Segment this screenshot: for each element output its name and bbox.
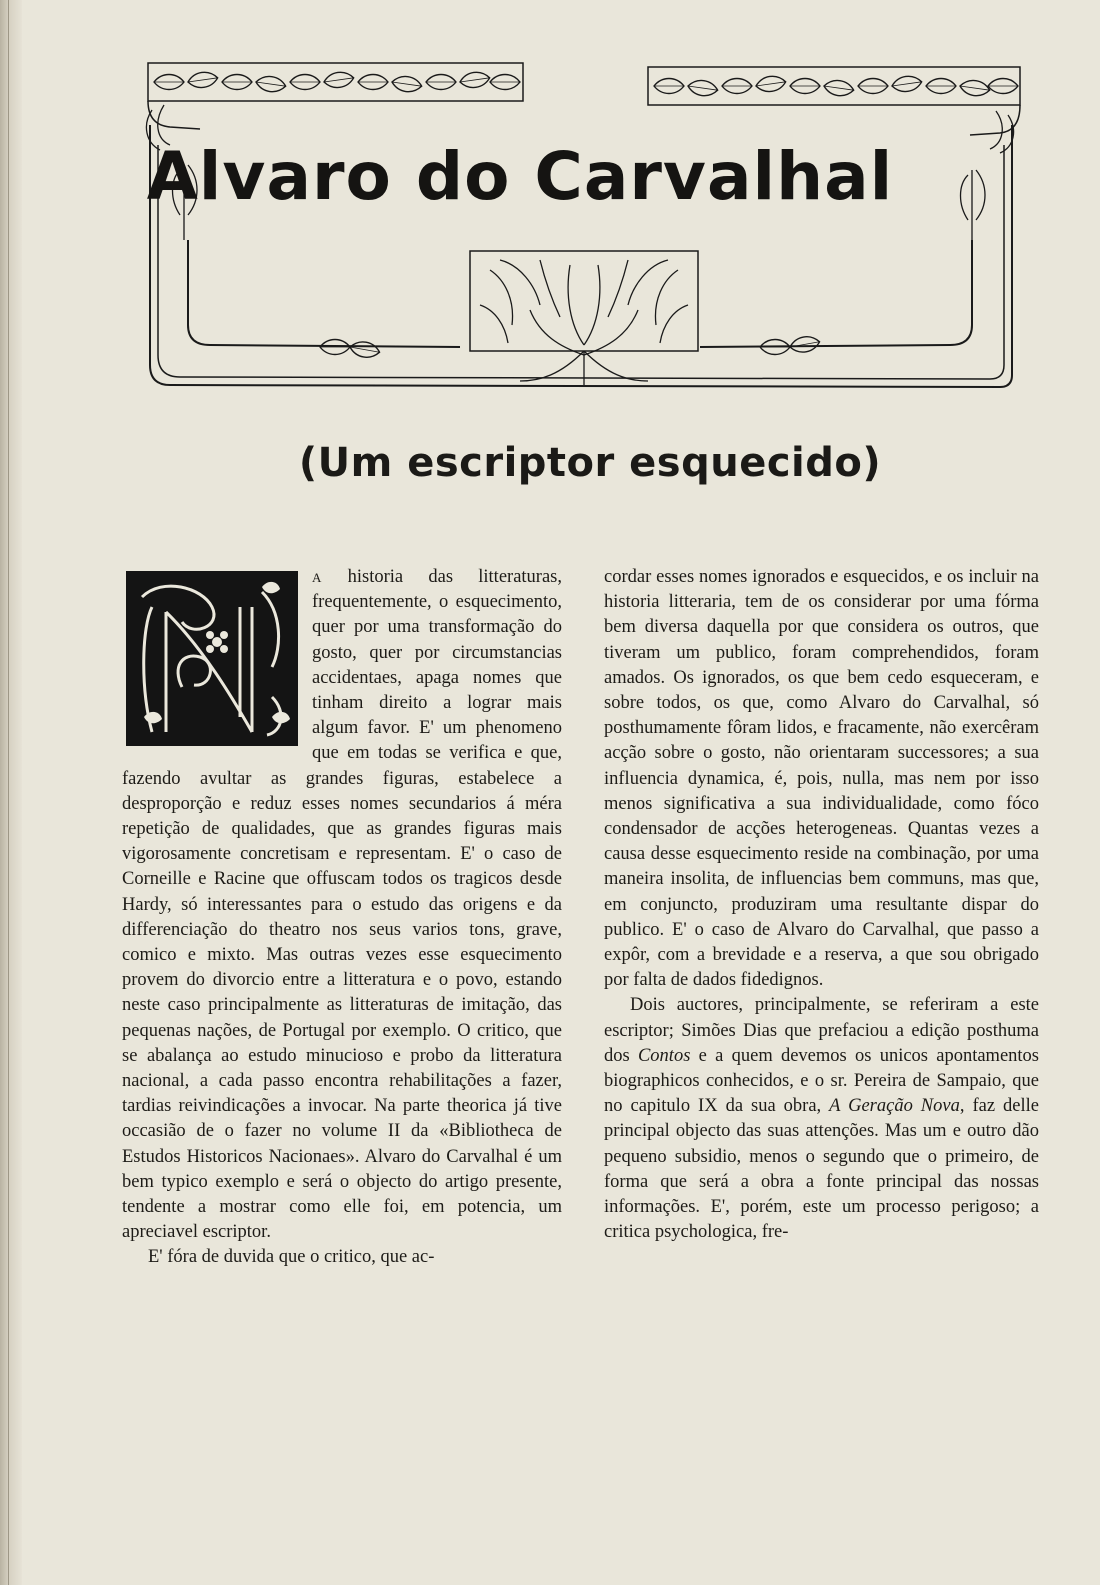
paragraph-text: Dois auctores, principalmente, se referiram a este escriptor; Simões Dias que prefaciou a edição posthuma dos [604, 995, 1039, 1066]
page-edge [0, 0, 22, 1585]
paragraph [604, 993, 1039, 1245]
paragraph-text: historia das litteraturas, frequentemente, o esquecimento, quer por uma transformação do gosto, quer por circumstancias accidentaes, apaga nomes que tinham direito a lograr mais algum favor. E' um phenomeno que em todas se verifica e que, fazendo avultar as grandes figuras, estabelece a desproporção e reduz esses nomes secundarios á méra repetição de qualidades, que as grandes figuras mais vigorosamente concretisam e representam. E' o caso de Corneille e Racine que offuscam todos os tragicos desde Hardy, só interessantes para o estudo das origens e da differenciação do theatro nos seus varios tons, grave, comico e mixto. Mas outras vezes esse esquecimento provem do divorcio entre a litteratura e o povo, estando neste caso principalmente as litteraturas de imitação, das pequenas nações, de Portugal por exemplo. O critico, que se abalança ao estudo minucioso e probo da litteratura nacional, a cada passo encontra rehabilitações a fazer, tardias reivindicações a invocar. Na parte theorica já tive occasião de o fazer no volume II da «Bibliotheca de Estudos Historicos Nacionaes». Alvaro do Carvalhal é um bem typico exemplo e será o objecto do artigo presente, tendente a mostrar como elle foi, em potencia, um apreciavel escriptor. [122, 567, 562, 1243]
title-frame [140, 55, 1040, 400]
article-subtitle: (Um escriptor esquecido) [298, 440, 882, 486]
article-title: Alvaro do Carvalhal [146, 138, 894, 215]
paragraph: cordar esses nomes ignorados e esquecidos, e os incluir na historia litteraria, tem de os considerar por uma fórma bem diversa daquella por que considera os outros, que tiveram um publico, foram comprehendidos, foram amados. Os ignorados, os que bem cedo esqueceram, e sobre todos, os que, como Alvaro do Carvalhal, só posthumamente fôram lidos, e fracamente, não exercêram acção sobre o gosto, não orientaram successores; a sua influencia dynamica, é, pois, nulla, mas nem por isso menos significativa a sua individualidade, como fóco condensador de acções heterogeneas. Quantas vezes a causa desse esquecimento reside na combinação, por uma maneira insolita, de influencias bem communs, mas que, em conjuncto, produziram uma resultante dispar do publico. E' o caso de Alvaro do Carvalhal, que passo a expôr, com a brevidade e a reserva, a que sou obrigado por falta de dados fidedignos. [604, 567, 1039, 991]
right-column [604, 565, 1039, 1245]
book-title: A Geração Nova [829, 1096, 960, 1117]
dropcap-continuation: A [312, 570, 323, 585]
book-title: Contos [637, 1045, 691, 1066]
art-nouveau-leaf-frame-icon [140, 55, 1040, 400]
paragraph: E' fóra de duvida que o critico, que ac- [148, 1247, 435, 1268]
left-column [122, 565, 562, 1271]
paragraph-text: , faz delle principal objecto das suas attenções. Mas um e outro dão pequeno subsidio, menos o segundo que o primeiro, de forma que será a obra a fonte principal das nossas informações. E', porém, este um processo perigoso; a critica psychologica, fre- [604, 1096, 1039, 1243]
floral-initial-n-icon [122, 567, 302, 750]
paragraph-text: e a quem devemos os unicos apontamentos biographicos conhecidos, e o sr. Pereira de Sampaio, que no capitulo IX da sua obra, [604, 1045, 1039, 1117]
